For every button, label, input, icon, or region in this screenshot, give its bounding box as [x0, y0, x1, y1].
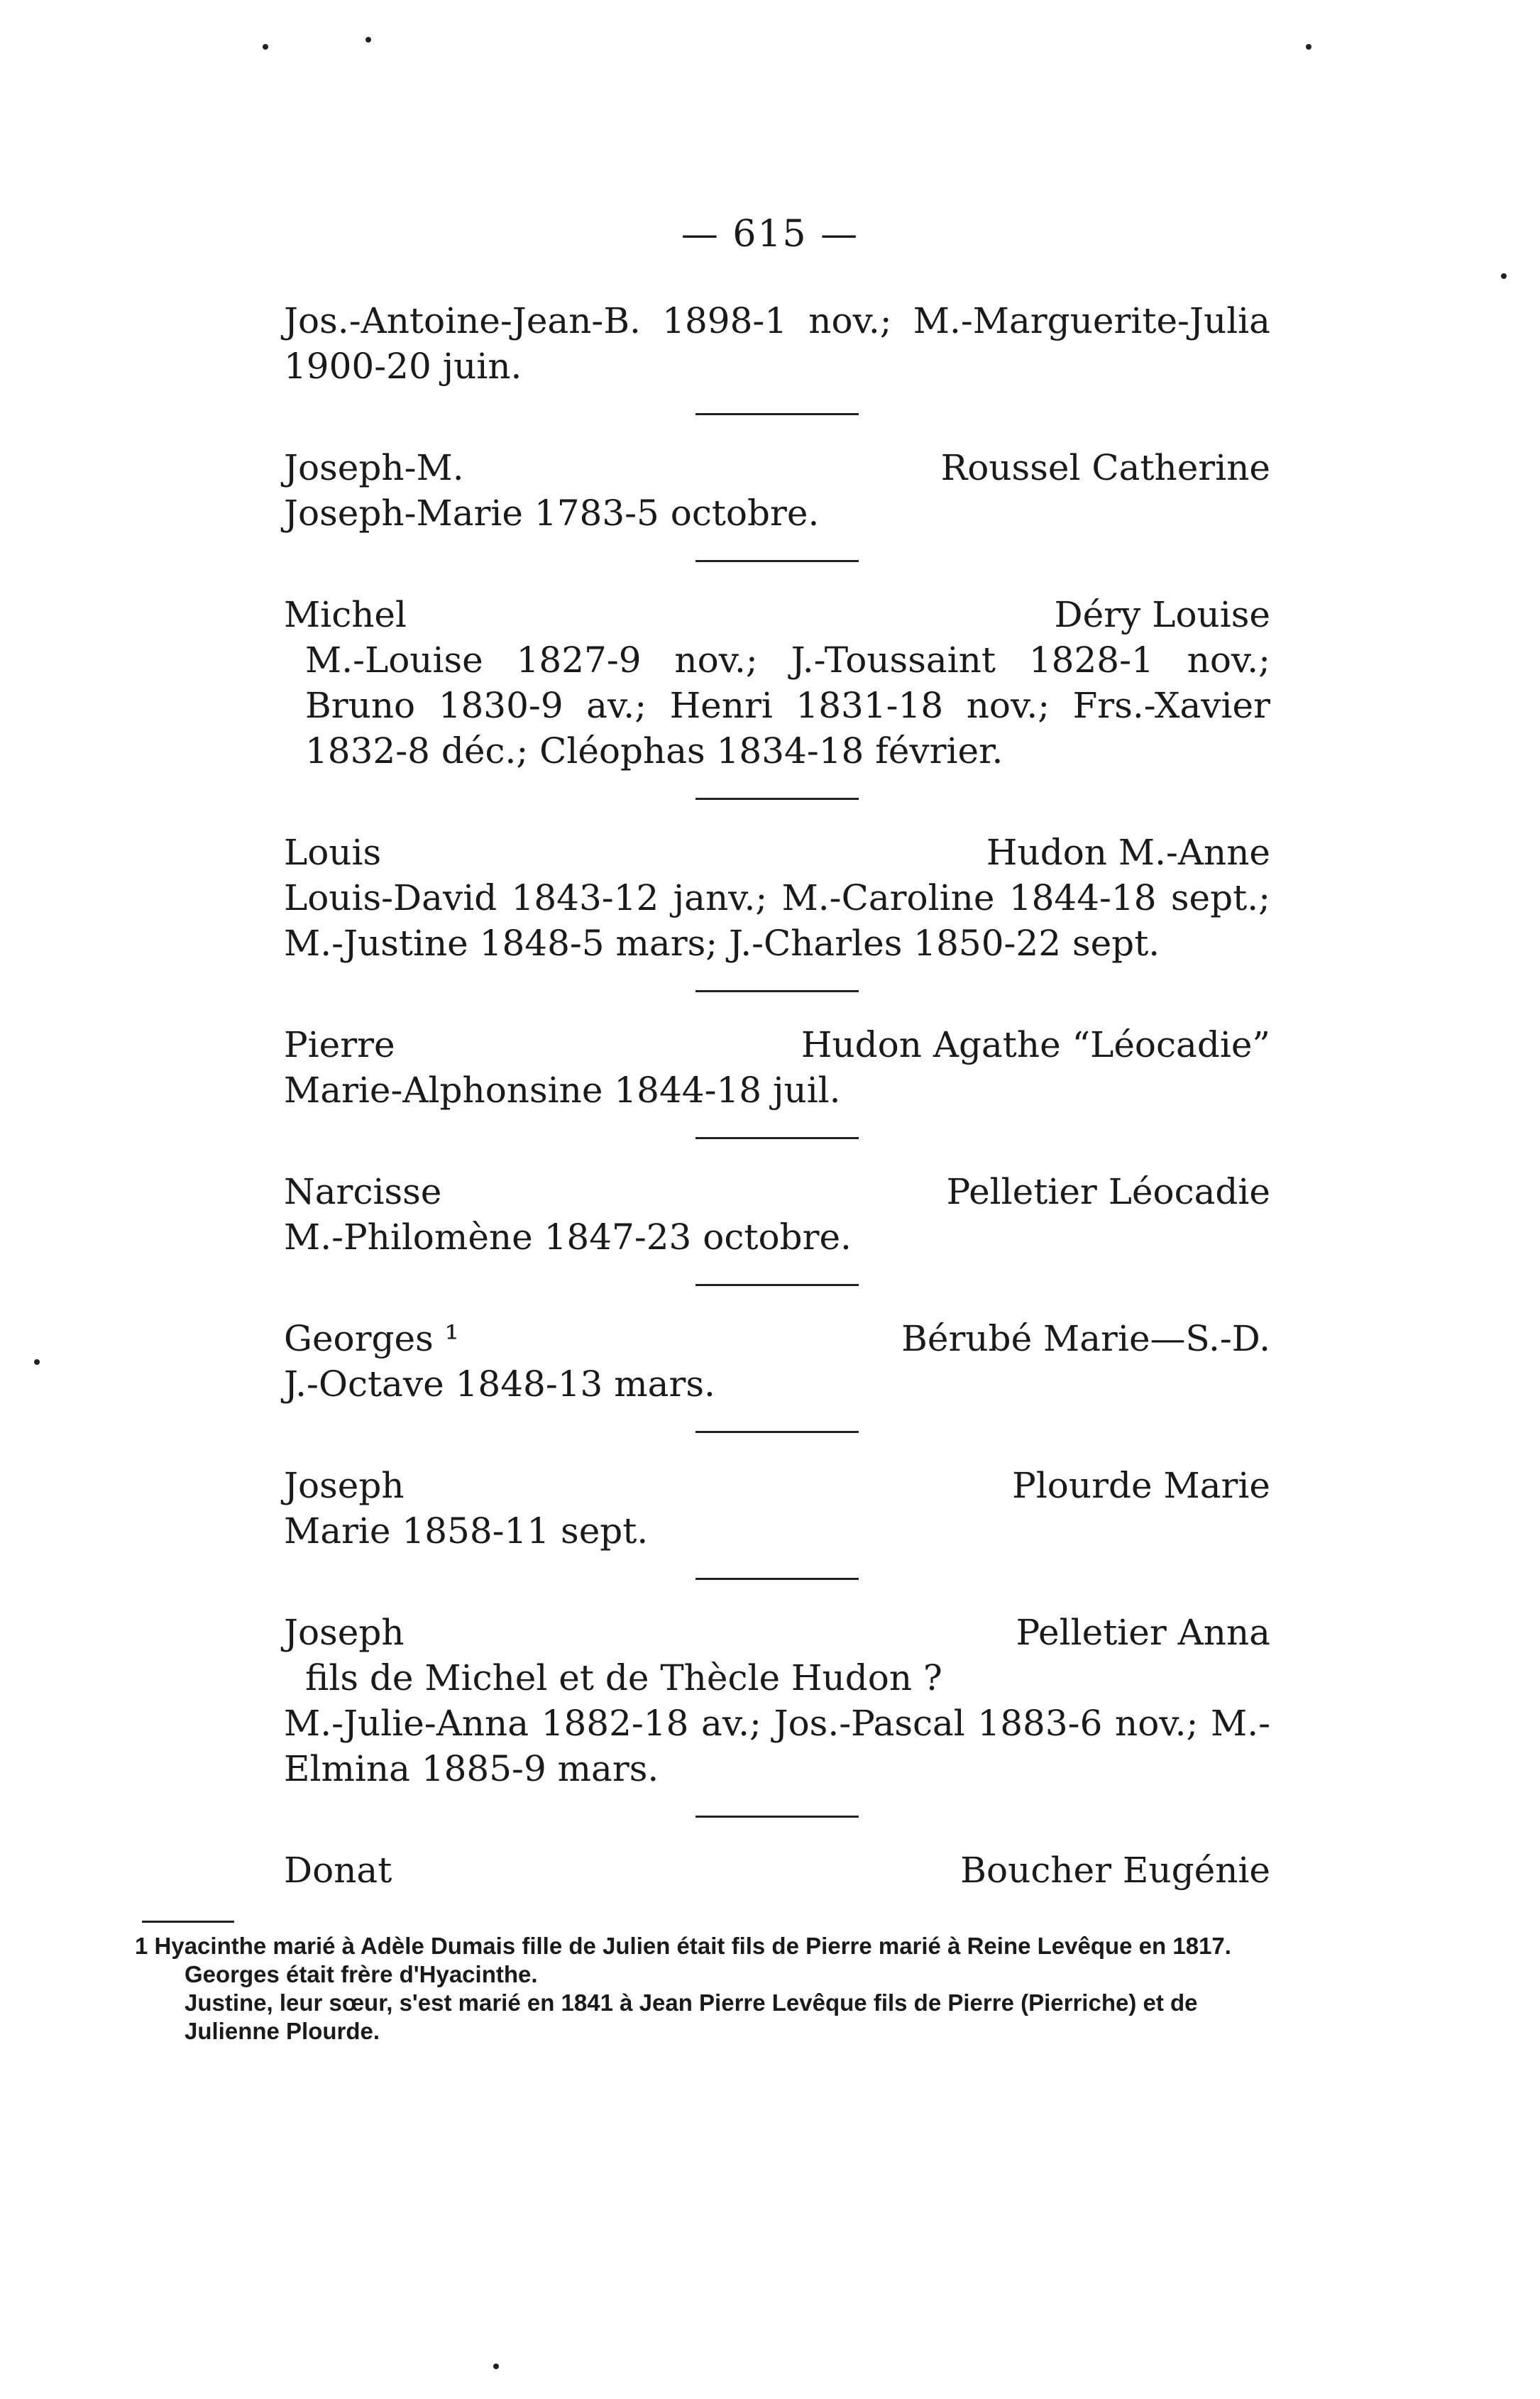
wife-name: Boucher Eugénie	[960, 1850, 1270, 1891]
children-list: Louis-David 1843-12 janv.; M.-Caroline 1844-18 sept.; M.-Justine 1848-5 mars; J.-Charles 1850-22 sept.	[284, 877, 1270, 964]
husband-name: Michel	[284, 594, 407, 635]
wife-name: Bérubé Marie—S.-D.	[901, 1318, 1270, 1359]
family-entry	[284, 413, 1270, 536]
family-entry	[284, 798, 1270, 966]
wife-name: Déry Louise	[1054, 594, 1270, 635]
genealogy-entries	[284, 298, 1270, 1893]
husband-name: Pierre	[284, 1024, 395, 1065]
husband-name: Louis	[284, 832, 382, 873]
footnotes	[135, 1932, 1270, 2046]
scan-speck	[365, 37, 371, 43]
children-list: M.-Philomène 1847-23 octobre.	[284, 1217, 852, 1258]
footnote-rule	[142, 1921, 234, 1923]
separator-rule	[695, 1284, 859, 1286]
scan-speck	[1501, 273, 1507, 279]
page-number: — 615 —	[681, 213, 859, 256]
couple-heading	[284, 1169, 1270, 1214]
separator-rule	[695, 798, 859, 800]
children-list: M.-Julie-Anna 1882-18 av.; Jos.-Pascal 1883-6 nov.; M.-Elmina 1885-9 mars.	[284, 1703, 1270, 1789]
parentage-note: fils de Michel et de Thècle Hudon ?	[305, 1657, 942, 1698]
children-list: Marie-Alphonsine 1844-18 juil.	[284, 1070, 841, 1111]
children-list: Joseph-Marie 1783-5 octobre.	[284, 493, 820, 534]
husband-name: Joseph-M.	[284, 447, 464, 488]
scan-speck	[493, 2364, 499, 2369]
children-list: Jos.-Antoine-Jean-B. 1898-1 nov.; M.-Marguerite-Julia 1900-20 juin.	[284, 300, 1270, 387]
couple-heading	[284, 1848, 1270, 1893]
family-entry	[284, 560, 1270, 774]
couple-heading	[284, 830, 1270, 875]
family-entry	[284, 1431, 1270, 1554]
family-entry	[284, 1137, 1270, 1260]
separator-rule	[695, 560, 859, 562]
separator-rule	[695, 1816, 859, 1818]
wife-name: Roussel Catherine	[940, 447, 1270, 488]
couple-heading	[284, 1316, 1270, 1361]
separator-rule	[695, 1431, 859, 1433]
family-entry	[284, 298, 1270, 389]
wife-name: Plourde Marie	[1012, 1465, 1270, 1506]
couple-heading	[284, 592, 1270, 637]
separator-rule	[695, 990, 859, 992]
footnote: Georges était frère d'Hyacinthe.	[185, 1961, 538, 1987]
footnote: 1 Hyacinthe marié à Adèle Dumais fille de Julien était fils de Pierre marié à Reine Levêque en 1817.	[135, 1933, 1231, 1959]
wife-name: Pelletier Léocadie	[946, 1171, 1270, 1212]
children-list: Marie 1858-11 sept.	[284, 1510, 649, 1552]
separator-rule	[695, 1578, 859, 1580]
husband-name: Donat	[284, 1850, 392, 1891]
family-entry	[284, 1578, 1270, 1791]
couple-heading	[284, 1022, 1270, 1067]
couple-heading	[284, 1610, 1270, 1655]
wife-name: Hudon Agathe “Léocadie”	[801, 1024, 1270, 1065]
family-entry	[284, 1284, 1270, 1407]
scan-speck	[34, 1359, 40, 1365]
husband-name: Georges ¹	[284, 1318, 459, 1359]
wife-name: Pelletier Anna	[1016, 1612, 1270, 1653]
family-entry	[284, 990, 1270, 1113]
separator-rule	[695, 1137, 859, 1139]
family-entry	[284, 1816, 1270, 1893]
couple-heading	[284, 445, 1270, 490]
footnote: Justine, leur sœur, s'est marié en 1841 à Jean Pierre Levêque fils de Pierre (Pierriche) et de Julienne Plourde.	[185, 1989, 1198, 2044]
children-list: M.-Louise 1827-9 nov.; J.-Toussaint 1828-1 nov.; Bruno 1830-9 av.; Henri 1831-18 nov.; Frs.-Xavier 1832-8 déc.; Cléophas 1834-18 février.	[305, 639, 1270, 772]
couple-heading	[284, 1463, 1270, 1508]
wife-name: Hudon M.-Anne	[986, 832, 1270, 873]
husband-name: Joseph	[284, 1465, 405, 1506]
separator-rule	[695, 413, 859, 415]
children-list: J.-Octave 1848-13 mars.	[284, 1363, 715, 1405]
scan-speck	[1306, 44, 1311, 50]
husband-name: Narcisse	[284, 1171, 442, 1212]
scan-speck	[263, 44, 268, 50]
husband-name: Joseph	[284, 1612, 405, 1653]
